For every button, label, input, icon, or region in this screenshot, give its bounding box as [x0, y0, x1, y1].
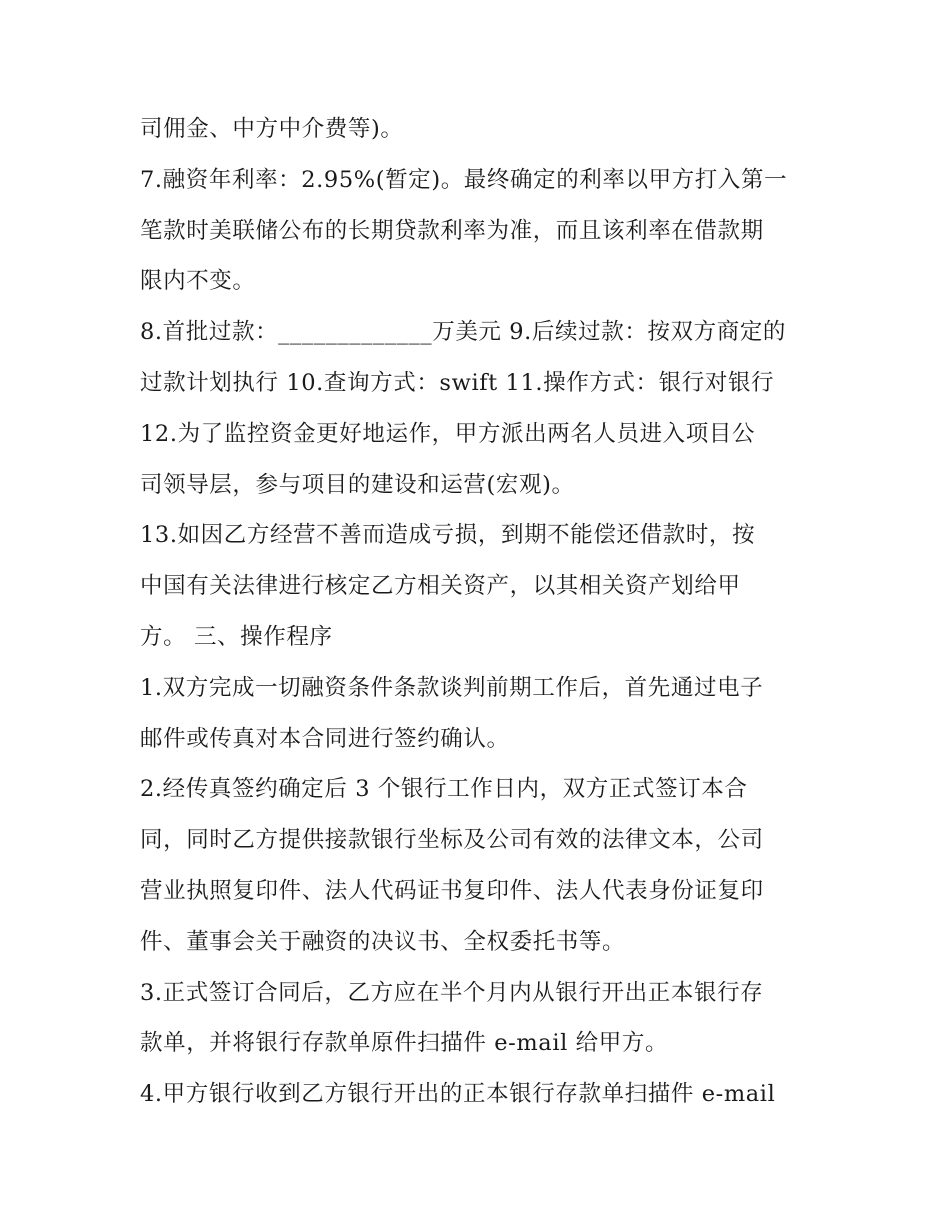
text-line: 过款计划执行 10.查询方式：swift 11.操作方式：银行对银行	[140, 369, 775, 396]
text-line: 限内不变。	[140, 268, 256, 295]
text-line: 中国有关法律进行核定乙方相关资产，以其相关资产划给甲	[140, 573, 741, 600]
text-line: 司领导层，参与项目的建设和运营(宏观)。	[140, 471, 575, 498]
document-body	[140, 104, 820, 1120]
text-line: 8.首批过款：_____________万美元 9.后续过款：按双方商定的	[140, 319, 787, 346]
text-line: 7.融资年利率：2.95%(暂定)。最终确定的利率以甲方打入第一	[140, 166, 788, 193]
text-line: 3.正式签订合同后，乙方应在半个月内从银行开出正本银行存	[140, 979, 764, 1006]
text-line: 邮件或传真对本合同进行签约确认。	[140, 725, 510, 752]
text-line: 13.如因乙方经营不善而造成亏损，到期不能偿还借款时，按	[140, 522, 756, 549]
text-line: 款单，并将银行存款单原件扫描件 e-mail 给甲方。	[140, 1030, 669, 1057]
text-line: 件、董事会关于融资的决议书、全权委托书等。	[140, 928, 626, 955]
text-line: 营业执照复印件、法人代码证书复印件、法人代表身份证复印	[140, 877, 764, 904]
text-line: 12.为了监控资金更好地运作，甲方派出两名人员进入项目公	[140, 420, 756, 447]
text-line: 2.经传真签约确定后 3 个银行工作日内，双方正式签订本合	[140, 776, 748, 803]
text-line: 司佣金、中方中介费等)。	[140, 116, 404, 142]
text-line: 方。 三、操作程序	[140, 623, 333, 650]
text-line: 1.双方完成一切融资条件条款谈判前期工作后，首先通过电子	[140, 674, 764, 701]
text-line: 4.甲方银行收到乙方银行开出的正本银行存款单扫描件 e-mail	[140, 1081, 776, 1108]
text-line: 笔款时美联储公布的长期贷款利率为准，而且该利率在借款期	[140, 217, 764, 244]
text-line: 同，同时乙方提供接款银行坐标及公司有效的法律文本，公司	[140, 827, 764, 854]
